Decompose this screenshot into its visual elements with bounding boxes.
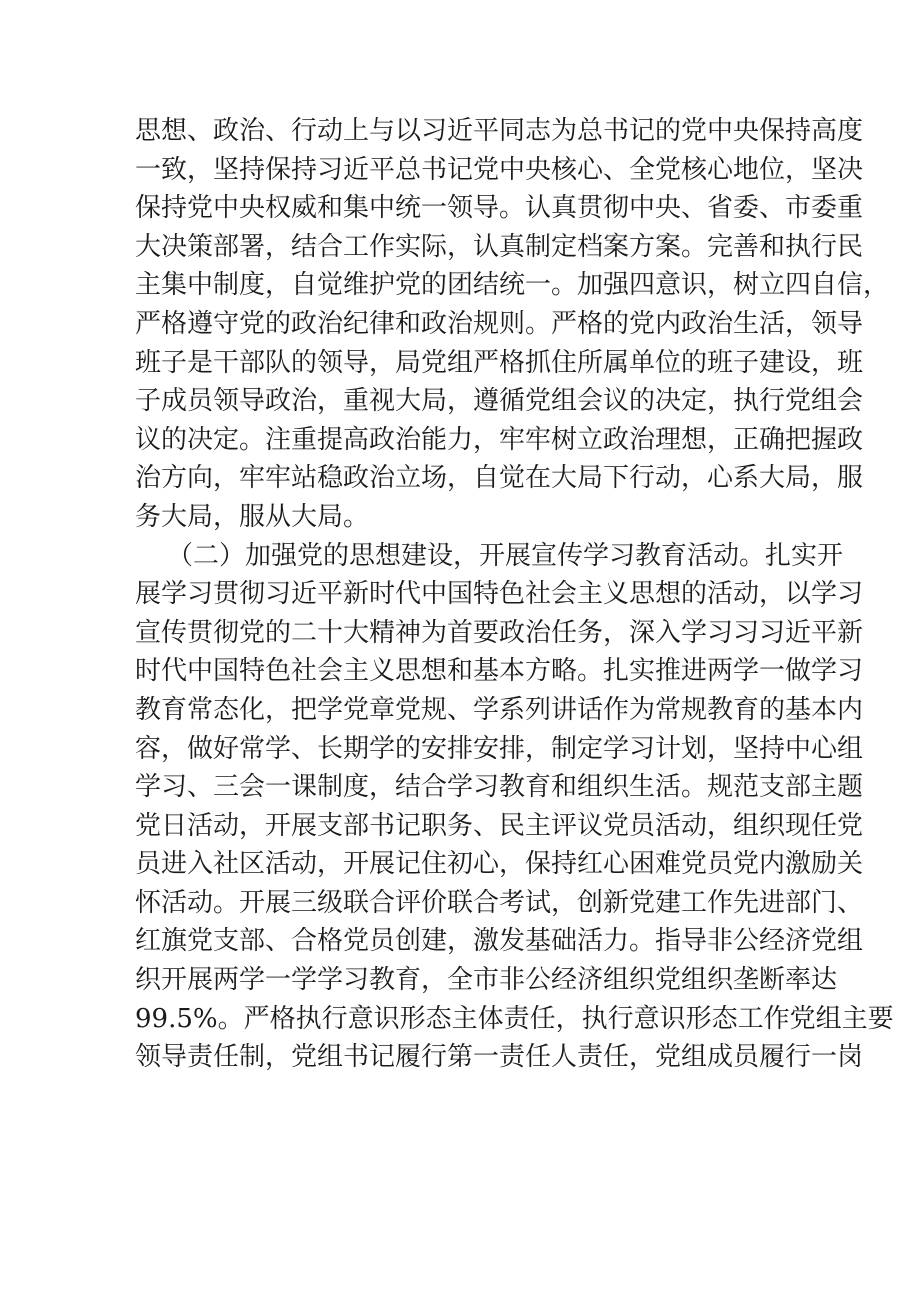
- text-line: 时代中国特色社会主义思想和基本方略。扎实推进两学一做学习: [135, 656, 864, 687]
- text-line: 主集中制度，自觉维护党的团结统一。加强四意识，树立四自信，: [135, 270, 890, 301]
- text-line: 99.5%。严格执行意识形态主体责任，执行意识形态工作党组主要: [135, 1003, 894, 1034]
- section-heading-line: （二）加强党的思想建设，开展宣传学习教育活动。扎实开: [167, 540, 844, 571]
- text-line: 严格遵守党的政治纪律和政治规则。严格的党内政治生活，领导: [135, 308, 864, 339]
- body-text: [135, 112, 894, 1077]
- text-line: 思想、政治、行动上与以习近平同志为总书记的党中央保持高度: [135, 116, 864, 146]
- text-line: 党日活动，开展支部书记职务、民主评议党员活动，组织现任党: [135, 810, 864, 841]
- text-line: 织开展两学一学学习教育，全市非公经济组织党组织垄断率达: [135, 965, 838, 996]
- text-line: 员进入社区活动，开展记住初心，保持红心困难党员党内激励关: [135, 849, 864, 880]
- text-line: 议的决定。注重提高政治能力，牢牢树立政治理想，正确把握政: [135, 424, 864, 455]
- text-line: 子成员领导政治，重视大局，遵循党组会议的决定，执行党组会: [135, 386, 864, 417]
- text-line: 教育常态化，把学党章党规、学系列讲话作为常规教育的基本内: [135, 694, 864, 725]
- text-line: 保持党中央权威和集中统一领导。认真贯彻中央、省委、市委重: [135, 193, 864, 224]
- text-line: 怀活动。开展三级联合评价联合考试，创新党建工作先进部门、: [135, 887, 864, 918]
- text-line: 班子是干部队的领导，局党组严格抓住所属单位的班子建设，班: [135, 347, 864, 378]
- text-line: 红旗党支部、合格党员创建，激发基础活力。指导非公经济党组: [135, 926, 864, 957]
- text-line: 展学习贯彻习近平新时代中国特色社会主义思想的活动，以学习: [135, 579, 864, 610]
- text-line: 治方向，牢牢站稳政治立场，自觉在大局下行动，心系大局，服: [135, 463, 864, 494]
- text-line: 学习、三会一课制度，结合学习教育和组织生活。规范支部主题: [135, 772, 864, 803]
- text-line: 大决策部署，结合工作实际，认真制定档案方案。完善和执行民: [135, 231, 864, 262]
- text-line: 容，做好常学、长期学的安排安排，制定学习计划，坚持中心组: [135, 733, 864, 764]
- text-line: 宣传贯彻党的二十大精神为首要政治任务，深入学习习习近平新: [135, 617, 864, 648]
- text-line: 务大局，服从大局。: [135, 501, 370, 532]
- text-line: 领导责任制，党组书记履行第一责任人责任，党组成员履行一岗: [135, 1042, 864, 1073]
- text-line: 一致，坚持保持习近平总书记党中央核心、全党核心地位，坚决: [135, 154, 864, 185]
